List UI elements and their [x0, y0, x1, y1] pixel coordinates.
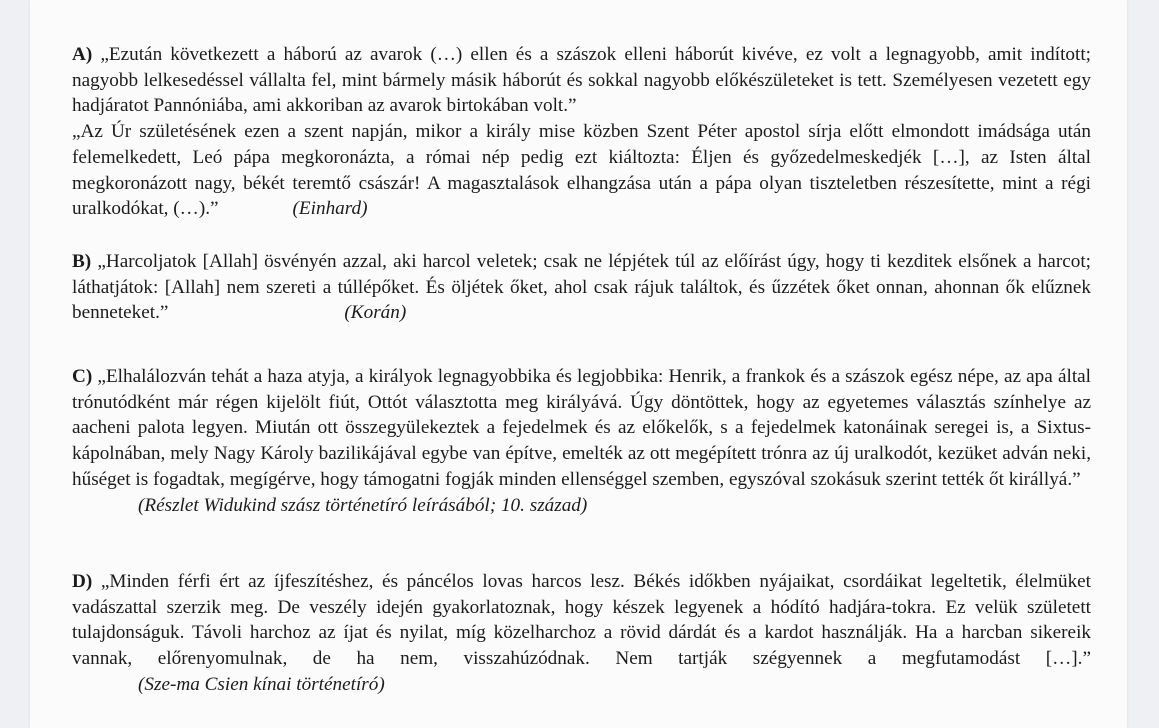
source-d [72, 569, 1091, 698]
source-b [72, 249, 1091, 326]
source-c [72, 364, 1091, 518]
document-page [30, 0, 1127, 728]
source-d-letter: D) [72, 571, 93, 592]
source-b-letter: B) [72, 251, 92, 272]
source-c-letter: C) [72, 366, 93, 387]
source-c-paragraph [72, 364, 1091, 493]
source-b-text: „Harcoljatok [Allah] ösvényén azzal, aki harcol veletek; csak ne lépjétek túl az előírást úgy, hogy ti kezditek elsőnek a harcot; láthatjátok: [Allah] nem szereti a túllépőket. És öljétek őket, ahol csak rájuk találtok, és űzzétek őket onnan, ahonnan ők elűznek benneteket.” [72, 251, 1091, 324]
source-a-paragraph-1 [72, 42, 1091, 119]
source-b-citation: (Korán) [344, 302, 407, 324]
source-a-text-1: „Ezután következett a háború az avarok (…) ellen és a szászok elleni háborút kivéve, ez volt a legnagyobb, amit indított; nagyobb lelkesedéssel vállalta fel, mint bármely másik háborút és sokkal nagyobb előkészületeket is tett. Személyesen vezetett egy hadjáratot Pannóniába, ami akkoriban az avarok birtokában volt.” [72, 44, 1092, 117]
source-d-citation: (Sze-ma Csien kínai történetíró) [138, 673, 385, 695]
source-c-citation: (Részlet Widukind szász történetíró leírásából; 10. század) [138, 494, 588, 516]
source-c-text: „Elhalálozván tehát a haza atyja, a királyok legnagyobbika és legjobbika: Henrik, a frankok és a szászok egész népe, az apa által trónutódként már régen kijelölt fiút, Ottót választotta meg királyává. Úgy döntöttek, hogy az egyetemes választás színhelye az aacheni palota legyen. Miután ott összegyülekeztek a fejedelmek és az előkelők, s a fejedelmek katonáinak seregei is, a Sixtus-kápolnában, mely Nagy Károly bazilikájával egybe van építve, emelték az ott megépített trónra az új uralkodót, kezüket adván neki, hűséget is fogadtak, megígérve, hogy támogatni fogják minden ellenséggel szemben, egyszóval szokásuk szerint tették őt királlyá.” [72, 366, 1091, 490]
source-a-text-2: „Az Úr születésének ezen a szent napján, mikor a király mise közben Szent Péter apostol sírja előtt elmondott imádsága után felemelkedett, Leó pápa megkoronázta, a római nép pedig ezt kiáltozta: Éljen és győzedelmeskedjék […], az Isten által megkoronázott nagy, békét teremtő császár! A magasztalások elhangzása után a pápa olyan tiszteletben részesítette, mint a régi uralkodókat, (…).” [72, 121, 1091, 220]
source-a [72, 42, 1091, 222]
source-a-paragraph-2 [72, 119, 1091, 222]
source-a-letter: A) [72, 44, 93, 65]
source-d-paragraph [72, 569, 1091, 698]
source-d-text: „Minden férfi ért az íjfeszítéshez, és páncélos lovas harcos lesz. Békés időkben nyájaikat, csordáikat legeltetik, élelmüket vadászattal szerzik meg. De veszély idején gyakorlatoznak, hogy készek legyenek a hódító hadjára-tokra. Ez velük született tulajdonságuk. Távoli harchoz az íjat és nyilat, míg közelharchoz a rövid dárdát és a kardot használják. Ha a harcban sikereik vannak, előrenyomulnak, de ha nem, visszahúzódnak. Nem tartják szégyennek a megfutamodást […].” [72, 571, 1092, 670]
source-b-paragraph [72, 249, 1091, 326]
source-a-citation: (Einhard) [292, 198, 368, 220]
